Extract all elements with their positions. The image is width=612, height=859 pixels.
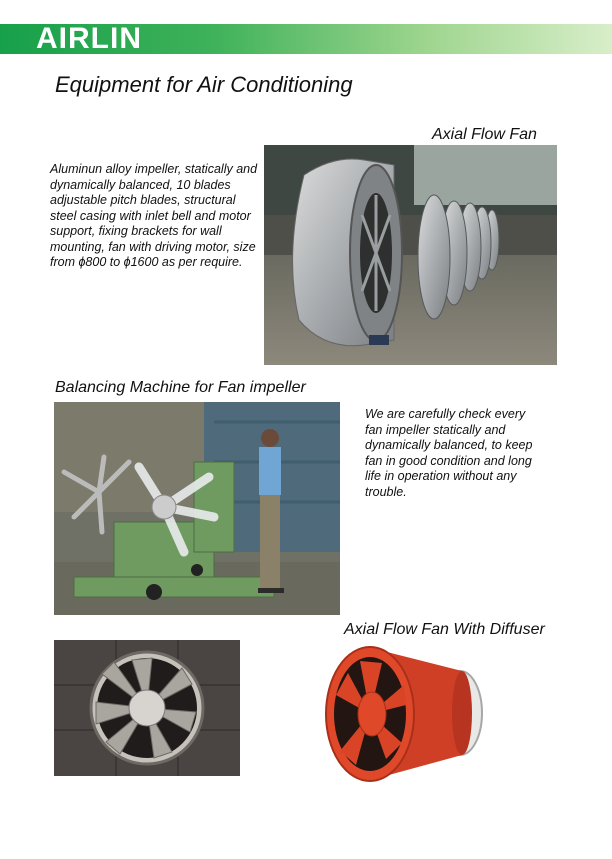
axial-fan-impeller-photo — [54, 640, 240, 776]
balancing-machine-title: Balancing Machine for Fan impeller — [55, 379, 306, 396]
axial-fan-photo — [264, 145, 557, 365]
axial-fan-description: Aluminun alloy impeller, statically and dynamically balanced, 10 blades adjustable pitch blades, structural steel casing with inlet bell and motor support, fixing brackets for wall mounting, fan with driving motor, size from ϕ800 to ϕ1600 as per require. — [50, 162, 258, 269]
page-title: Equipment for Air Conditioning — [55, 72, 353, 97]
diffuser-fan-photo — [322, 643, 488, 785]
diffuser-fan-title: Axial Flow Fan With Diffuser — [344, 621, 545, 638]
axial-fan-title: Axial Flow Fan — [432, 126, 537, 143]
balancing-machine-photo — [54, 402, 340, 615]
brand-logo-text: AIRLIN — [36, 22, 142, 55]
balancing-machine-description: We are carefully check every fan impeller statically and dynamically balanced, to keep fan in good condition and long life in operation without any trouble. — [365, 407, 533, 499]
